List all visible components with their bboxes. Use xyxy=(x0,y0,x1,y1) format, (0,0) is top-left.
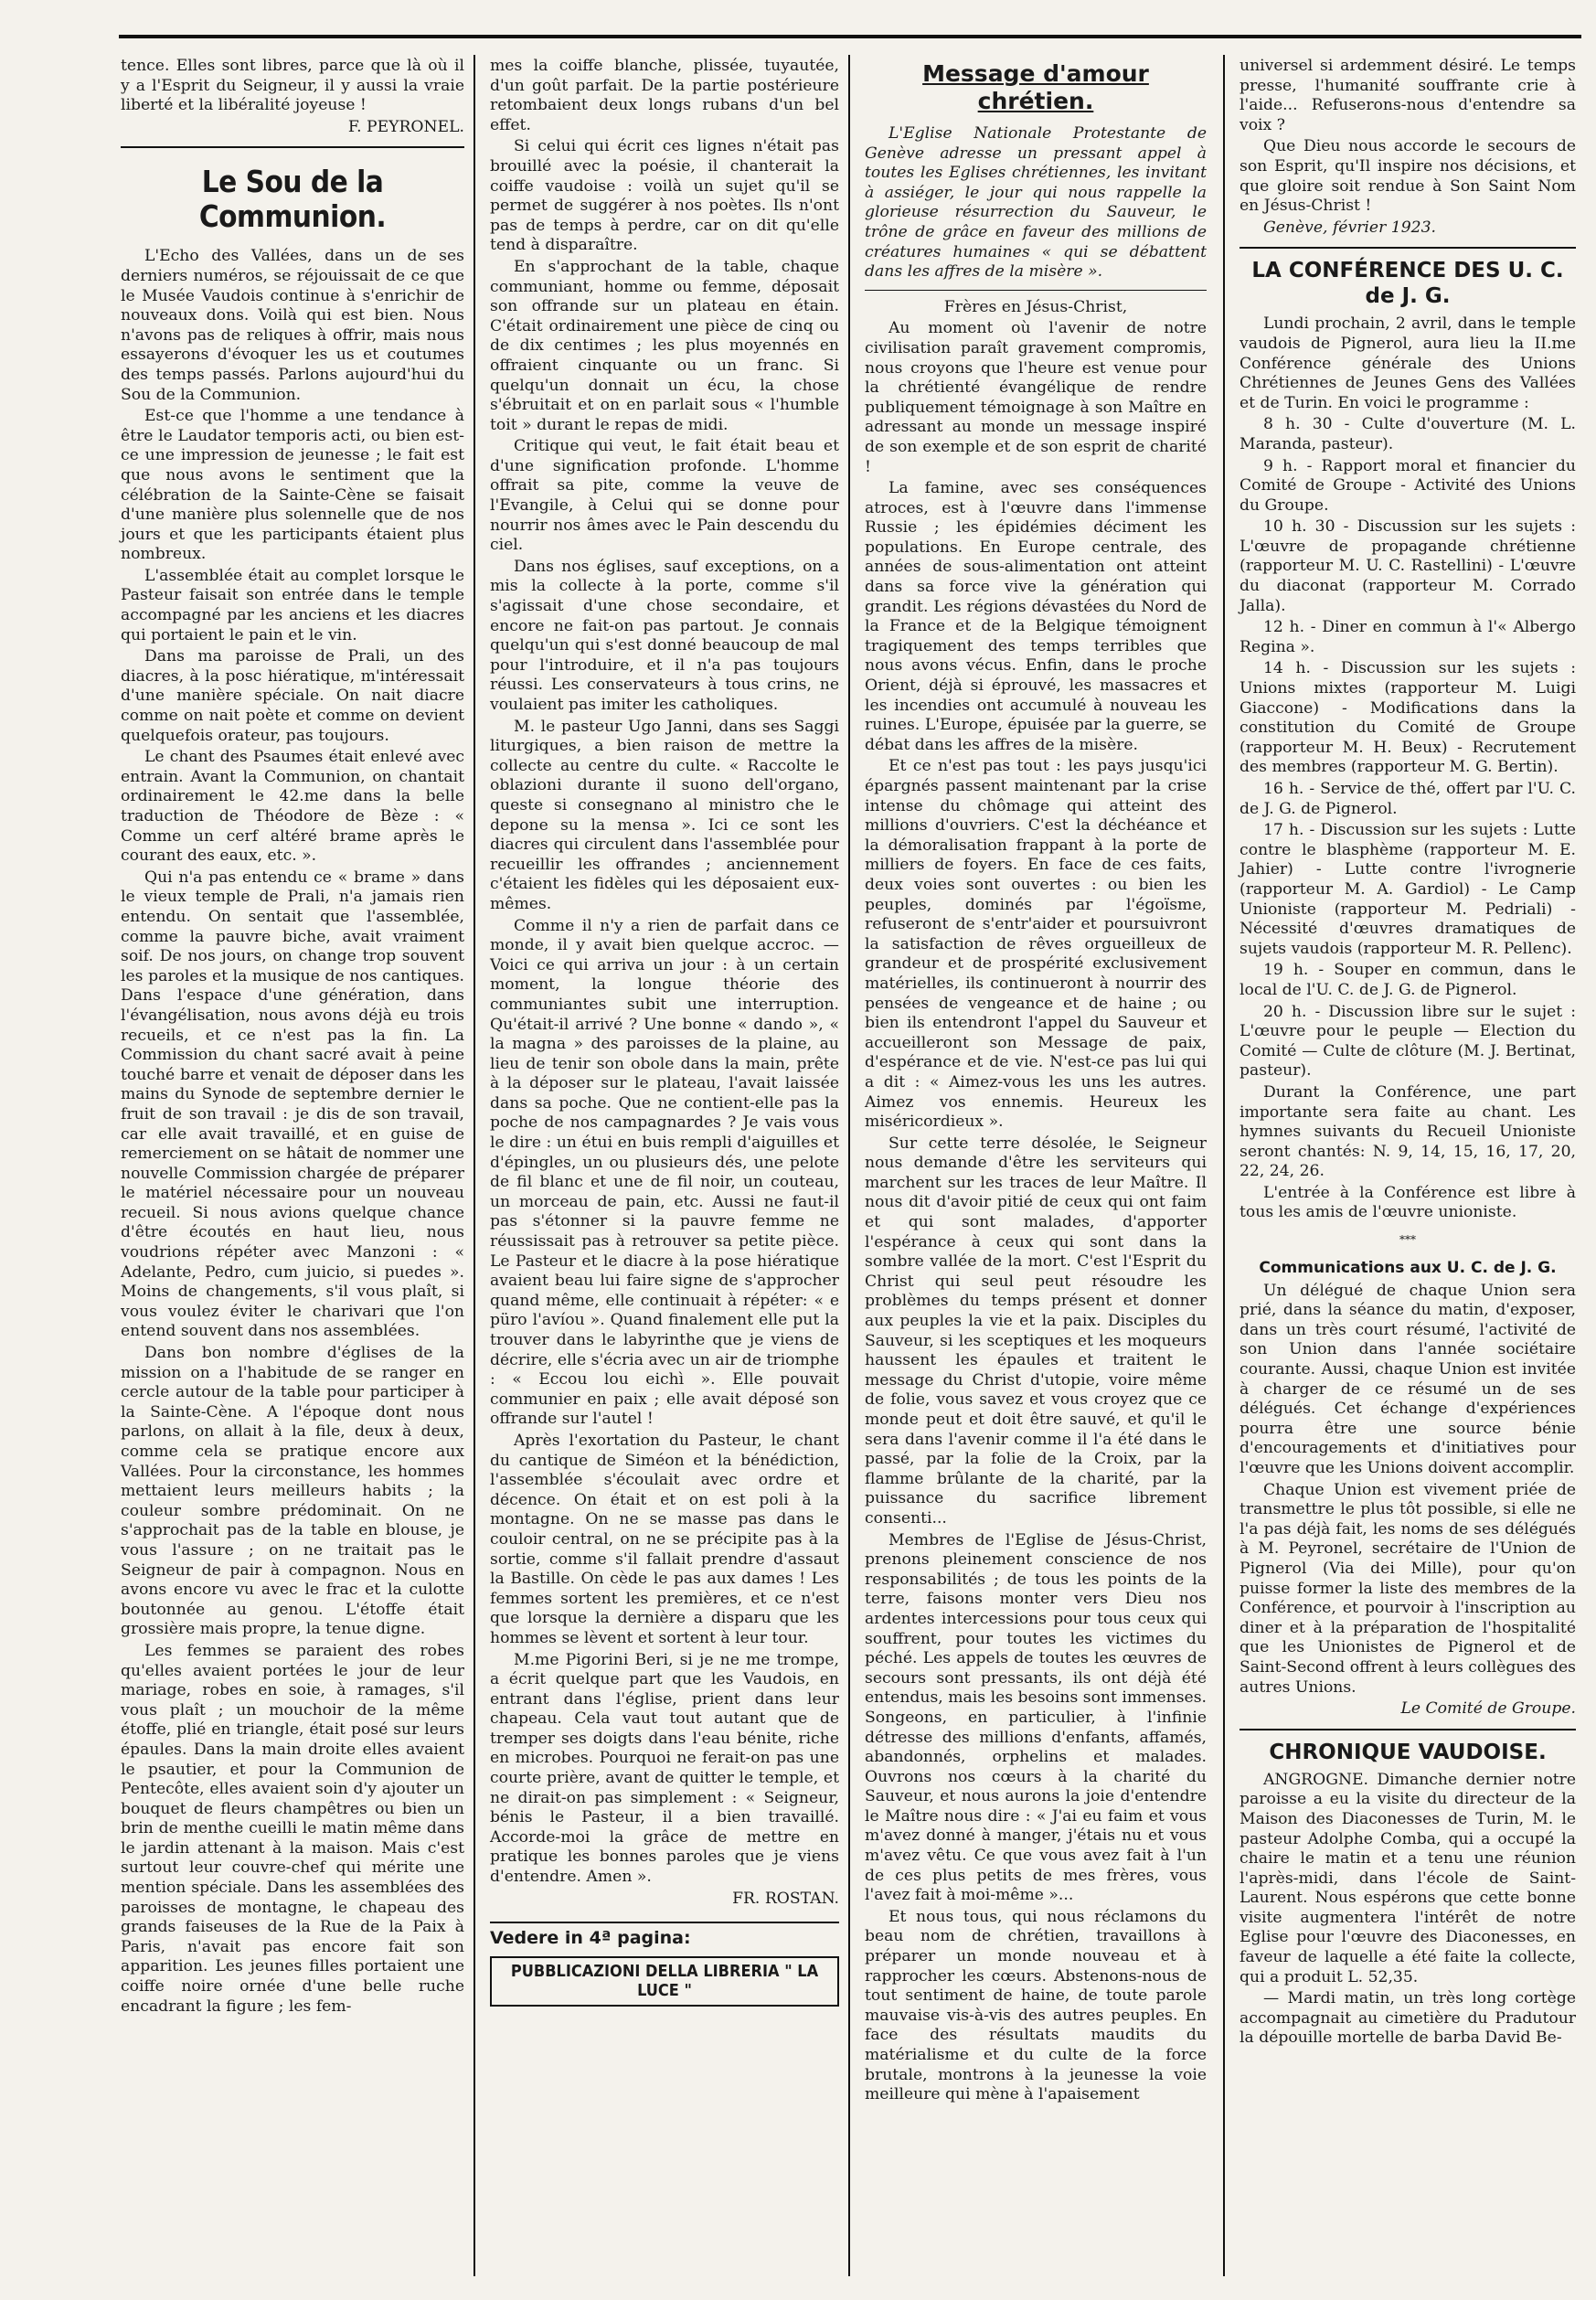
advertisement-box xyxy=(490,1922,839,2007)
column-divider xyxy=(473,55,475,2276)
paragraph: Dans bon nombre d'églises de la mission on a l'habitude de se ranger en cercle autour de la table pour participer à la Sainte-Cène. A l'époque dont nous parlons, on allait à la file, deux à deux, comme cela se pratique encore aux Vallées. Pour la circonstance, les hommes mettaient leurs meilleurs habits ; la couleur sombre prédominait. On ne s'approchait pas de la table en blouse, je vous l'assure ; on ne traitait pas le Seigneur de pair à compagnon. Nous en avons encore vu avec le frac et la culotte boutonnée au genou. L'étoffe était grossière mais propre, la tenue digne. xyxy=(121,1344,464,1639)
article-title: Le Sou de la Communion. xyxy=(198,164,387,235)
paragraph: Durant la Conférence, une part importante sera faite au chant. Les hymnes suivants du Recueil Unioniste seront chantés: N. 9, 14, 15, 16, 17, 20, 22, 24, 26. xyxy=(1240,1082,1576,1181)
paragraph: Dans nos églises, sauf exceptions, on a mis la collecte à la porte, comme s'il s'agissait d'une chose secondaire, et encore ne fait-on pas partout. Je connais quelqu'un qui s'est donné beaucoup de mal pour l'introduire, et il n'a pas toujours réussi. Les conservateurs à tous crins, ne voulaient pas imiter les catholiques. xyxy=(490,557,839,714)
paragraph: L'Echo des Vallées, dans un de ses derniers numéros, se réjouissait de ce que le Musée Vaudois continue à s'enrichir de nouveaux dons. Voilà qui est bien. Nous n'avons pas de reliques à offrir, mais nous essayerons d'évoquer les us et coutumes des temps passés. Parlons aujourd'hui du Sou de la Communion. xyxy=(121,247,464,404)
program-item: 19 h. - Souper en commun, dans le local de l'U. C. de J. G. de Pignerol. xyxy=(1240,961,1576,999)
paragraph: Si celui qui écrit ces lignes n'était pas brouillé avec la poésie, il chanterait la coiffe vaudoise : voilà un sujet qu'il se permet de suggérer à nos poètes. Ils n'ont pas de temps à perdre, car on dit qu'elle tend à disparaître. xyxy=(490,137,839,255)
paragraph: Et nous tous, qui nous réclamons du beau nom de chrétien, travaillons à préparer un monde nouveau et à rapprocher les cœurs. Abstenons-nous de tout sentiment de haine, de toute parole mauvaise vis-à-vis des autres peuples. En face des résultats maudits du matérialisme et du culte de la force brutale, montrons à la jeunesse la voie meilleure qui mène à l'apaisement xyxy=(865,1907,1207,2104)
paragraph: Est-ce que l'homme a une tendance à être le Laudator temporis acti, ou bien est-ce une impression de jeunesse ; le fait est que nous avons le sentiment que la célébration de la Sainte-Cène se faisait d'une manière plus solennelle que de nos jours et que les participants étaient plus nombreux. xyxy=(121,407,464,564)
author-signature: Le Comité de Groupe. xyxy=(1400,1699,1576,1719)
paragraph: Comme il n'y a rien de parfait dans ce monde, il y avait bien quelque accroc. — Voici ce qui arriva un jour : à un certain moment, la longue théorie des communiantes subit une interruption. Qu'était-il arrivé ? Une bonne « dando », « la magna » des paroisses de la plaine, au lieu de tenir son obole dans la main, prête à la déposer sur le plateau, l'avait laissée dans sa poche. Que ne contient-elle pas la poche de nos campagnardes ? Je vais vous le dire : un étui en buis rempli d'aiguilles et d'épingles, un ou plusieurs dés, une pelote de fil blanc et une de fil noir, un couteau, un morceau de pain, etc. Aussi ne faut-il pas s'étonner si la pauvre femme ne réussissait pas à retrouver sa petite pièce. Le Pasteur et le diacre à la pose hiératique avaient beau lui faire signe de s'approcher quand même, elle continuait à répéter: « e püro l'avíou ». Quand finalement elle put la trouver dans le labyrinthe que je viens de décrire, elle s'écria avec un air de triomphe : « Eccou lou eichì ». Elle pouvait communier en paix ; elle avait déposé son offrande sur l'autel ! xyxy=(490,916,839,1429)
program-item: 20 h. - Discussion libre sur le sujet : L'œuvre pour le peuple — Election du Comité — Culte de clôture (M. J. Bertinat, pasteur). xyxy=(1240,1002,1576,1081)
program-item: 8 h. 30 - Culte d'ouverture (M. L. Maranda, pasteur). xyxy=(1240,415,1576,453)
program-item: 9 h. - Rapport moral et financier du Comité de Groupe - Activité des Unions du Groupe. xyxy=(1240,456,1576,515)
paragraph: Chaque Union est vivement priée de transmettre le plus tôt possible, si elle ne l'a pas déjà fait, les noms de ses délégués à M. Peyronel, secrétaire de l'Union de Pignerol (Via dei Mille), pour qu'on puisse former la liste des membres de la Conférence, et pourvoir à l'inscription au diner et à la préparation de l'hospitalité que les Unionistes de Pignerol et de Saint-Second offrent à leurs collègues des autres Unions. xyxy=(1240,1480,1576,1697)
salutation: Frères en Jésus-Christ, xyxy=(943,297,1128,316)
article-title: LA CONFÉRENCE DES U. C. de J. G. xyxy=(1251,259,1564,309)
paragraph: Dans ma paroisse de Prali, un des diacres, à la posc hiératique, m'intéressait d'une manière spéciale. On nait diacre comme on nait poète et comme on devient quelquefois orateur, pas toujours. xyxy=(121,647,464,745)
author-signature: F. PEYRONEL. xyxy=(347,117,464,136)
paragraph: ANGROGNE. Dimanche dernier notre paroisse a eu la visite du directeur de la Maison des Diaconesses de Turin, M. le pasteur Adolphe Comba, qui a occupé la chaire le matin et a tenu une réunion l'après-midi, dans l'école de Saint-Laurent. Nous espérons que cette bonne visite augmentera l'intérêt de notre Eglise pour l'œuvre des Diaconesses, en faveur de laquelle a été faite la collecte, qui a produit L. 52,35. xyxy=(1240,1770,1576,1986)
dateline: Genève, février 1923. xyxy=(1263,218,1436,237)
article-separator xyxy=(865,290,1207,291)
column-3 xyxy=(865,57,1207,2107)
ad-banner: PUBBLICAZIONI DELLA LIBRERIA " LA LUCE " xyxy=(490,1956,839,2007)
column-divider xyxy=(848,55,850,2276)
article-title: Message d'amour chrétien. xyxy=(922,60,1149,114)
column-2 xyxy=(490,57,839,2007)
paragraph: — Mardi matin, un très long cortège accompagnait au cimetière du Pradutour la dépouille mortelle de barba David Be- xyxy=(1240,1989,1576,2048)
paragraph: Après l'exortation du Pasteur, le chant du cantique de Siméon et la bénédiction, l'assemblée s'écoulait avec ordre et décence. On était et on est poli à la montagne. On ne se masse pas dans le couloir central, on ne se précipite pas à la sortie, comme s'il fallait prendre d'assaut la Bastille. On cède le pas aux dames ! Les femmes sortent les premières, et ce n'est que lorsque la dernière a disparu que les hommes se lèvent et sortent à leur tour. xyxy=(490,1431,839,1647)
paragraph: En s'approchant de la table, chaque communiant, homme ou femme, déposait son offrande sur un plateau en étain. C'était ordinairement une pièce de cinq ou de dix centimes ; les plus moyennés en offraient cinquante ou un franc. Si quelqu'un donnait un écu, la chose s'ébruitait et on en parlait sous « l'humble toit » durant le repas de midi. xyxy=(490,257,839,434)
top-rule xyxy=(119,35,1581,38)
paragraph: Membres de l'Eglise de Jésus-Christ, prenons pleinement conscience de nos responsabilités ; de tous les points de la terre, faisons monter vers Dieu nos ardentes intercessions pour tous ceux qui souffrent, pour toutes les victimes du péché. Les appels de toutes les œuvres de secours sont pressants, ils ont déjà été entendus, mais les besoins sont immenses. Songeons, en particulier, à l'infinie détresse des millions d'enfants, affamés, abandonnés, orphelins et malades. Ouvrons nos cœurs à la charité du Sauveur, et nous aurons la joie d'entendre le Maître nous dire : « J'ai eu faim et vous m'avez donné à manger, j'étais nu et vous m'avez vêtu. Ce que vous avez fait à l'un de ces plus petits de mes frères, vous l'avez fait à moi-même »... xyxy=(865,1530,1207,1905)
paragraph: Et ce n'est pas tout : les pays jusqu'ici épargnés passent maintenant par la crise intense du chômage qui atteint des millions d'ouvriers. C'est la déchéance et la démoralisation frappant à la porte de milliers de foyers. En face de ces faits, deux voies sont ouvertes : ou bien les peuples, dominés par l'égoïsme, refuseront de s'entr'aider et poursuivront la satisfaction de rêves orgueilleux de grandeur et de prospérité exclusivement matérielles, ils continueront à nourrir des pensées de vengeance et de haine ; ou bien ils entendront l'appel du Sauveur et accueilleront son Message de paix, d'espérance et de vie. N'est-ce pas lui qui a dit : « Aimez-vous les uns les autres. Aimez vos ennemis. Heureux les miséricordieux ». xyxy=(865,757,1207,1132)
paragraph: M. le pasteur Ugo Janni, dans ses Saggi liturgiques, a bien raison de mettre la collecte au centre du culte. « Raccolte le oblazioni durante il suono dell'organo, queste si consegnano al ministro che le depone su la mensa ». Ici ce sont les diacres qui circulent dans l'assemblée pour recueillir les offrandes ; anciennement c'étaient les fidèles qui les déposaient eux-mêmes. xyxy=(490,717,839,913)
column-divider xyxy=(1223,55,1225,2276)
program-item: 16 h. - Service de thé, offert par l'U. C. de J. G. de Pignerol. xyxy=(1240,780,1576,818)
program-item: 14 h. - Discussion sur les sujets : Unions mixtes (rapporteur M. Luigi Giaccone) - Modifications dans la constitution du Comité de Groupe (rapporteur M. H. Beux) - Recrutement des membres (rapporteur M. G. Bertin). xyxy=(1240,659,1576,777)
paragraph: Lundi prochain, 2 avril, dans le temple vaudois de Pignerol, aura lieu la II.me Conférence générale des Unions Chrétiennes de Jeunes Gens des Vallées et de Turin. En voici le programme : xyxy=(1240,314,1576,412)
program-item: 17 h. - Discussion sur les sujets : Lutte contre le blasphème (rapporteur M. E. Jahier) - Lutte contre l'ivrognerie (rapporteur M. A. Gardiol) - Le Camp Unioniste (rapporteur M. Pedriali) - Nécessité d'œuvres dramatiques de sujets vaudois (rapporteur M. R. Pellenc). xyxy=(1240,821,1576,958)
section-ornament: *** xyxy=(1399,1233,1416,1247)
ad-heading: Vedere in 4ª pagina: xyxy=(490,1928,691,1949)
paragraph: universel si ardemment désiré. Le temps presse, l'humanité souffrante crie à l'aide... Refuserons-nous d'entendre sa voix ? xyxy=(1240,57,1576,134)
paragraph: Le chant des Psaumes était enlevé avec entrain. Avant la Communion, on chantait ordinairement le 42.me dans la belle traduction de Théodore de Bèze : « Comme un cerf altéré brame après le courant des eaux, etc. ». xyxy=(121,748,464,866)
paragraph: Sur cette terre désolée, le Seigneur nous demande d'être les serviteurs qui marchent sur les traces de leur Maître. Il nous dit d'avoir pitié de ceux qui ont faim et qui sont malades, d'apporter l'espérance à ceux qui sont dans la sombre vallée de la mort. C'est l'Esprit du Christ qui seul peut résoudre les problèmes du temps présent et donner aux peuples la vie et la paix. Disciples du Sauveur, si les sceptiques et les moqueurs haussent les épaules et traitent le message du Christ d'utopie, voire même de folie, vous savez et vous croyez que ce monde peut et doit être sauvé, et qu'il le sera dans l'avenir comme il l'a été dans le passé, par la folie de la Croix, par la flamme brûlante de la charité, par la puissance du sacrifice librement consenti... xyxy=(865,1134,1207,1528)
paragraph: M.me Pigorini Beri, si je ne me trompe, a écrit quelque part que les Vaudois, en entrant dans l'église, prient dans leur chapeau. Cela vaut tout autant que de tremper ses doigts dans l'eau bénite, riche en microbes. Pourquoi ne ferait-on pas une courte prière, avant de quitter le temple, et ne dirait-on pas simplement : « Seigneur, bénis le Pasteur, il a bien travaillé. Accorde-moi la grâce de mettre en pratique les bonnes paroles que je viens d'entendre. Amen ». xyxy=(490,1650,839,1887)
paragraph: mes la coiffe blanche, plissée, tuyautée, d'un goût parfait. De la partie postérieure retombaient deux longs rubans d'un bel effet. xyxy=(490,57,839,134)
author-signature: FR. ROSTAN. xyxy=(732,1889,839,1908)
paragraph: Qui n'a pas entendu ce « brame » dans le vieux temple de Prali, n'a jamais rien entendu. On sentait que l'assemblée, comme la pauvre biche, avait vraiment soif. De nos jours, on change trop souvent les paroles et la musique de nos cantiques. Dans l'espace d'une génération, dans l'évangélisation, nous avons déjà eu trois recueils, et ce n'est pas la fin. La Commission du chant sacré avait à peine touché barre et venait de déposer dans les mains du Synode de septembre dernier le fruit de son travail : je dis de son travail, car elle avait travaillé, et en guise de remerciement on se hâtait de nommer une nouvelle Commission chargée de préparer le matériel nécessaire pour un nouveau recueil. Si nous avions quelque chance d'être écoutés en haut lieu, nous voudrions répéter avec Manzoni : « Adelante, Pedro, cum juicio, si puedes ». Moins de changements, s'il vous plaît, si vous voulez éviter le charivari que l'on entend souvent dans nos assemblées. xyxy=(121,868,464,1341)
article-separator xyxy=(121,146,464,148)
paragraph: Les femmes se paraient des robes qu'elles avaient portées le jour de leur mariage, robes en soie, à ramages, s'il vous plaît ; un mouchoir de la même étoffe, plié en triangle, était posé sur leurs épaules. Dans la main droite elles avaient le psautier, et pour la Communion de Pentecôte, elles avaient soin d'y ajouter un bouquet de fleurs champêtres ou bien un brin de menthe cueilli le matin même dans le jardin attenant à la maison. Mais c'est surtout leur couvre-chef qui mérite une mention spéciale. Dans les assemblées des paroisses de montagne, le chapeau des grands faiseuses de la Rue de la Paix à Paris, n'avait pas encore fait son apparition. Les jeunes filles portaient une coiffe noire ornée d'une belle ruche encadrant la figure ; les fem- xyxy=(121,1641,464,2016)
paragraph: L'entrée à la Conférence est libre à tous les amis de l'œuvre unioniste. xyxy=(1240,1183,1576,1222)
paragraph: La famine, avec ses conséquences atroces, est à l'œuvre dans l'immense Russie ; les épidémies déciment les populations. En Europe centrale, des années de sous-alimentation ont atteint dans sa force vive la génération qui grandit. Les régions dévastées du Nord de la France et de la Belgique témoignent tragiquement des temps terribles que nous avons vécus. Enfin, dans le proche Orient, déjà si éprouvé, les massacres et les incendies ont accumulé à nouveau les ruines. L'Europe, épuisée par la guerre, se débat dans les affres de la misère. xyxy=(865,479,1207,754)
paragraph: Critique qui veut, le fait était beau et d'une signification profonde. L'homme offrait sa pite, comme la veuve de l'Evangile, à Celui qui se donne pour nourrir nos âmes avec le Pain descendu du ciel. xyxy=(490,437,839,555)
paragraph: Que Dieu nous accorde le secours de son Esprit, qu'Il inspire nos décisions, et que gloire soit rendue à Son Saint Nom en Jésus-Christ ! xyxy=(1240,137,1576,216)
continued-text: tence. Elles sont libres, parce que là où il y a l'Esprit du Seigneur, il y aussi la vraie liberté et la libéralité joyeuse ! xyxy=(121,57,464,115)
section-title: Communications aux U. C. de J. G. xyxy=(1259,1258,1557,1277)
article-separator xyxy=(1240,247,1576,249)
article-separator xyxy=(1240,1729,1576,1730)
program-item: 10 h. 30 - Discussion sur les sujets : L'œuvre de propagande chrétienne (rapporteur M. U. C. Rastellini) - L'œuvre du diaconat (rapporteur M. Corrado Jalla). xyxy=(1240,517,1576,615)
paragraph: L'assemblée était au complet lorsque le Pasteur faisait son entrée dans le temple accompagné par les anciens et les diacres qui portaient le pain et le vin. xyxy=(121,566,464,644)
program-item: 12 h. - Diner en commun à l'« Albergo Regina ». xyxy=(1240,618,1576,656)
paragraph: Un délégué de chaque Union sera prié, dans la séance du matin, d'exposer, dans un très court résumé, l'activité de son Union dans l'année sociétaire courante. Aussi, chaque Union est invitée à charger de ce résumé un de ses délégués. Cet échange d'expériences pourra être une source bénie d'encouragements et d'initiatives pour l'œuvre que les Unions doivent accomplir. xyxy=(1240,1281,1576,1477)
section-title: CHRONIQUE VAUDOISE. xyxy=(1269,1740,1547,1764)
column-1 xyxy=(121,57,464,2018)
column-4 xyxy=(1240,57,1576,2050)
paragraph: Au moment où l'avenir de notre civilisation paraît gravement compromis, nous croyons que l'heure est venue pour la chrétienté évangélique de rendre publiquement témoignage à son Maître en adressant au monde un message inspiré de son exemple et de son esprit de charité ! xyxy=(865,319,1207,476)
article-intro: L'Eglise Nationale Protestante de Genève adresse un pressant appel à toutes les Eglises chrétiennes, les invitant à assiéger, le jour qui nous rappelle la glorieuse résurrection du Sauveur, le trône de grâce en faveur des millions de créatures humaines « qui se débattent dans les affres de la misère ». xyxy=(865,124,1207,282)
